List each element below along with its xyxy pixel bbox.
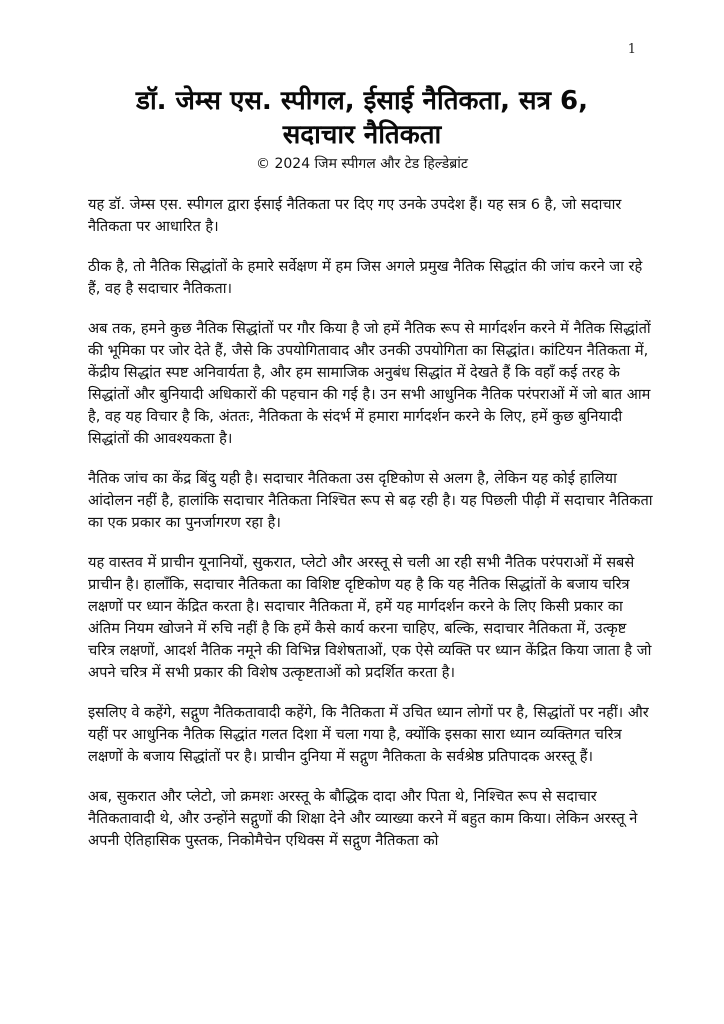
paragraph-3: अब तक, हमने कुछ नैतिक सिद्धांतों पर गौर किया है जो हमें नैतिक रूप से मार्गदर्शन करने में नैतिक सिद्धांतों की भूमिका पर जोर देते हैं, जैसे कि उपयोगितावाद और उनकी उपयोगिता का सिद्धांत। कांटियन नैतिकता में, केंद्रीय सिद्धांत स्पष्ट अनिवार्यता है, और हम सामाजिक अनुबंध सिद्धांत में देखते हैं कि वहाँ कई तरह के सिद्धांतों और बुनियादी अधिकारों की पहचान की गई है। उन सभी आधुनिक नैतिक परंपराओं में जो बात आम है, वह यह विचार है कि, अंततः, नैतिकता के संदर्भ में हमारा मार्गदर्शन करने के लिए, हमें कुछ बुनियादी सिद्धांतों की आवश्यकता है। [88, 320, 651, 447]
title-block [60, 84, 664, 174]
paragraph-5: यह वास्तव में प्राचीन यूनानियों, सुकरात, प्लेटो और अरस्तू से चली आ रही सभी नैतिक परंपराओं में सबसे प्राचीन है। हालाँकि, सदाचार नैतिकता का विशिष्ट दृष्टिकोण यह है कि यह नैतिक सिद्धांतों के बजाय चरित्र लक्षणों पर ध्यान केंद्रित करता है। सदाचार नैतिकता में, हमें यह मार्गदर्शन करने के लिए किसी प्रकार का अंतिम नियम खोजने में रुचि नहीं है कि हमें कैसे कार्य करना चाहिए, बल्कि, सदाचार नैतिकता में, उत्कृष्ट चरित्र लक्षणों, आदर्श नैतिक नमूने की विभिन्न विशेषताओं, एक ऐसे व्यक्ति पर ध्यान केंद्रित किया जाता है जो अपने चरित्र में सभी प्रकार की विशेष उत्कृष्टताओं को प्रदर्शित करता है। [88, 554, 652, 681]
paragraph-2: ठीक है, तो नैतिक सिद्धांतों के हमारे सर्वेक्षण में हम जिस अगले प्रमुख नैतिक सिद्धांत की जांच करने जा रहे हैं, वह है सदाचार नैतिकता। [88, 258, 643, 297]
copyright-line: © 2024 जिम स्पीगल और टेड हिल्डेब्रांट [256, 156, 468, 172]
paragraph-6: इसलिए वे कहेंगे, सद्गुण नैतिकतावादी कहेंगे, कि नैतिकता में उचित ध्यान लोगों पर है, सिद्धांतों पर नहीं। और यहीं पर आधुनिक नैतिक सिद्धांत गलत दिशा में चला गया है, क्योंकि इसका सारा ध्यान व्यक्तिगत चरित्र लक्षणों के बजाय सिद्धांतों पर है। प्राचीन दुनिया में सद्गुण नैतिकता के सर्वश्रेष्ठ प्रतिपादक अरस्तू हैं। [88, 704, 649, 765]
paragraph-7: अब, सुकरात और प्लेटो, जो क्रमशः अरस्तू के बौद्धिक दादा और पिता थे, निश्चित रूप से सदाचार नैतिकतावादी थे, और उन्होंने सद्गुणों की शिक्षा देने और व्याख्या करने में बहुत काम किया। लेकिन अरस्तू ने अपनी ऐतिहासिक पुस्तक, निकोमैचेन एथिक्स में सद्गुण नैतिकता को [88, 788, 638, 849]
document-body [88, 194, 654, 870]
page-number: 1 [627, 42, 636, 57]
title-line-2: सदाचार नैतिकता [282, 120, 442, 150]
paragraph-4: नैतिक जांच का केंद्र बिंदु यही है। सदाचार नैतिकता उस दृष्टिकोण से अलग है, लेकिन यह कोई हालिया आंदोलन नहीं है, हालांकि सदाचार नैतिकता निश्चित रूप से बढ़ रही है। यह पिछली पीढ़ी में सदाचार नैतिकता का एक प्रकार का पुनर्जागरण रहा है। [88, 470, 653, 531]
paragraph-1: यह डॉ. जेम्स एस. स्पीगल द्वारा ईसाई नैतिकता पर दिए गए उनके उपदेश हैं। यह सत्र 6 है, जो सदाचार नैतिकता पर आधारित है। [88, 196, 622, 235]
document-title [60, 84, 664, 152]
title-line-1: डॉ. जेम्स एस. स्पीगल, ईसाई नैतिकता, सत्र 6, [136, 86, 588, 116]
